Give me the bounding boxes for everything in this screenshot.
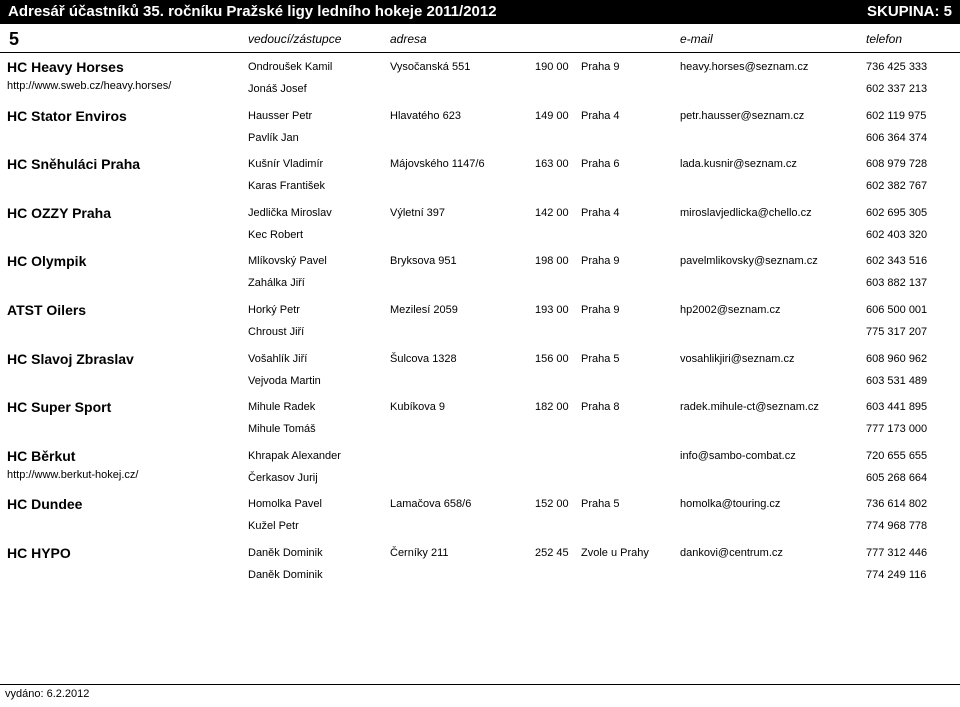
street-address: Výletní 397 [390,206,446,219]
phone-number: 602 119 975 [866,109,927,122]
phone-number: 602 343 516 [866,255,928,268]
club-entry [0,492,960,541]
club-entry [0,104,960,153]
email-link[interactable]: heavy.horses@seznam.cz [680,61,809,73]
street-address: Šulcova 1328 [390,352,457,365]
column-header-phone: telefon [866,32,903,46]
email-link[interactable]: hp2002@seznam.cz [680,304,781,316]
deputy-person: Mihule Tomáš [248,423,316,436]
contact-person: Mlíkovský Pavel [248,255,327,268]
club-name: HC Super Sport [7,399,112,416]
deputy-phone-number: 777 173 000 [866,423,928,436]
city: Praha 4 [581,109,620,122]
city: Praha 9 [581,255,620,268]
club-entry [0,55,960,104]
street-address: Kubíkova 9 [390,401,446,414]
contact-person: Mihule Radek [248,401,316,414]
deputy-phone-number: 774 968 778 [866,520,928,533]
deputy-person: Chroust Jiří [248,326,305,338]
phone-number: 602 695 305 [866,206,928,219]
deputy-phone-number: 602 337 213 [866,83,928,95]
deputy-person: Karas František [248,180,326,193]
contact-person: Horký Petr [248,304,300,316]
group-number: 5 [9,29,20,49]
club-name: HC HYPO [7,545,71,561]
club-entry [0,347,960,396]
deputy-phone-number: 775 317 207 [866,326,928,338]
street-address: Vysočanská 551 [390,61,471,73]
email-link[interactable]: radek.mihule-ct@seznam.cz [680,401,819,414]
deputy-person: Daněk Dominik [248,569,323,581]
deputy-phone-number: 603 531 489 [866,374,928,387]
deputy-phone-number: 774 249 116 [866,569,927,581]
postal-code: 252 45 [535,547,569,559]
contact-person: Jedlička Miroslav [248,206,332,219]
club-name: HC Heavy Horses [7,59,124,75]
club-name: HC Stator Enviros [7,107,127,124]
club-website-link[interactable]: http://www.sweb.cz/heavy.horses/ [7,80,172,92]
club-entry [0,298,960,347]
postal-code: 193 00 [535,304,569,316]
deputy-phone-number: 602 382 767 [866,180,928,193]
contact-person: Homolka Pavel [248,498,322,511]
club-name: HC Olympik [7,253,87,270]
group-label: SKUPINA: 5 [866,3,952,20]
deputy-person: Kec Robert [248,228,304,241]
deputy-phone-number: 603 882 137 [866,277,928,290]
club-name: ATST Oilers [7,302,87,318]
postal-code: 182 00 [535,401,569,414]
city: Praha 9 [581,61,620,73]
postal-code: 156 00 [535,352,569,365]
contact-person: Ondroušek Kamil [248,61,333,73]
phone-number: 736 425 333 [866,61,928,73]
club-website-link[interactable]: http://www.berkut-hokej.cz/ [7,468,139,481]
email-link[interactable]: pavelmlikovsky@seznam.cz [680,255,818,268]
contact-person: Daněk Dominik [248,547,323,559]
phone-number: 603 441 895 [866,401,928,414]
city: Praha 4 [581,206,620,219]
deputy-phone-number: 606 364 374 [866,131,928,144]
postal-code: 163 00 [535,158,569,171]
city: Praha 9 [581,304,620,316]
column-header-contact: vedoucí/zástupce [248,32,342,46]
column-header-email: e-mail [680,32,713,46]
column-header-address: adresa [390,32,427,46]
email-link[interactable]: info@sambo-combat.cz [680,449,796,462]
deputy-person: Zahálka Jiří [248,277,305,290]
issue-date: vydáno: 6.2.2012 [5,688,90,700]
document-title: Adresář účastníků 35. ročníku Pražské ligy ledního hokeje 2011/2012 [8,3,497,20]
contact-person: Khrapak Alexander [248,449,341,462]
city: Praha 6 [581,158,620,171]
postal-code: 198 00 [535,255,569,268]
city: Praha 8 [581,401,620,414]
email-link[interactable]: petr.hausser@seznam.cz [680,109,805,122]
street-address: Hlavatého 623 [390,109,461,122]
email-link[interactable]: miroslavjedlicka@chello.cz [680,206,812,219]
club-entry [0,249,960,298]
column-header-row [0,24,960,52]
footer-divider [0,684,960,685]
email-link[interactable]: vosahlikjiri@seznam.cz [680,352,795,365]
club-name: HC Dundee [7,496,83,513]
street-address: Mezilesí 2059 [390,304,458,316]
deputy-person: Kužel Petr [248,520,299,533]
city: Praha 5 [581,352,620,365]
club-name: HC Slavoj Zbraslav [7,350,134,367]
email-link[interactable]: lada.kusnir@seznam.cz [680,158,797,171]
phone-number: 777 312 446 [866,547,928,559]
phone-number: 736 614 802 [866,498,928,511]
contact-person: Kušnír Vladimír [248,158,324,171]
header-divider [0,52,960,53]
postal-code: 142 00 [535,206,569,219]
deputy-person: Jonáš Josef [248,83,307,95]
postal-code: 190 00 [535,61,569,73]
deputy-phone-number: 602 403 320 [866,228,928,241]
postal-code: 149 00 [535,109,569,122]
title-bar [0,0,960,24]
club-entry [0,395,960,444]
postal-code: 152 00 [535,498,569,511]
street-address: Májovského 1147/6 [390,158,485,171]
deputy-phone-number: 605 268 664 [866,471,928,484]
phone-number: 608 979 728 [866,158,928,171]
deputy-person: Pavlík Jan [248,131,299,144]
club-name: HC OZZY Praha [7,204,111,221]
deputy-person: Vejvoda Martin [248,374,321,387]
contact-person: Hausser Petr [248,109,313,122]
club-entry [0,541,960,590]
deputy-person: Čerkasov Jurij [248,471,318,484]
street-address: Bryksova 951 [390,255,457,268]
city: Praha 5 [581,498,620,511]
phone-number: 606 500 001 [866,304,928,316]
club-name: HC Sněhuláci Praha [7,156,141,173]
phone-number: 720 655 655 [866,449,928,462]
street-address: Černíky 211 [390,547,449,559]
club-entry [0,444,960,493]
contact-person: Vošahlík Jiří [248,352,308,365]
street-address: Lamačova 658/6 [390,498,472,511]
email-link[interactable]: dankovi@centrum.cz [680,547,783,559]
club-entry [0,152,960,201]
phone-number: 608 960 962 [866,352,928,365]
club-name: HC Běrkut [7,447,76,464]
email-link[interactable]: homolka@touring.cz [680,498,781,511]
city: Zvole u Prahy [581,547,649,559]
club-entry [0,201,960,250]
